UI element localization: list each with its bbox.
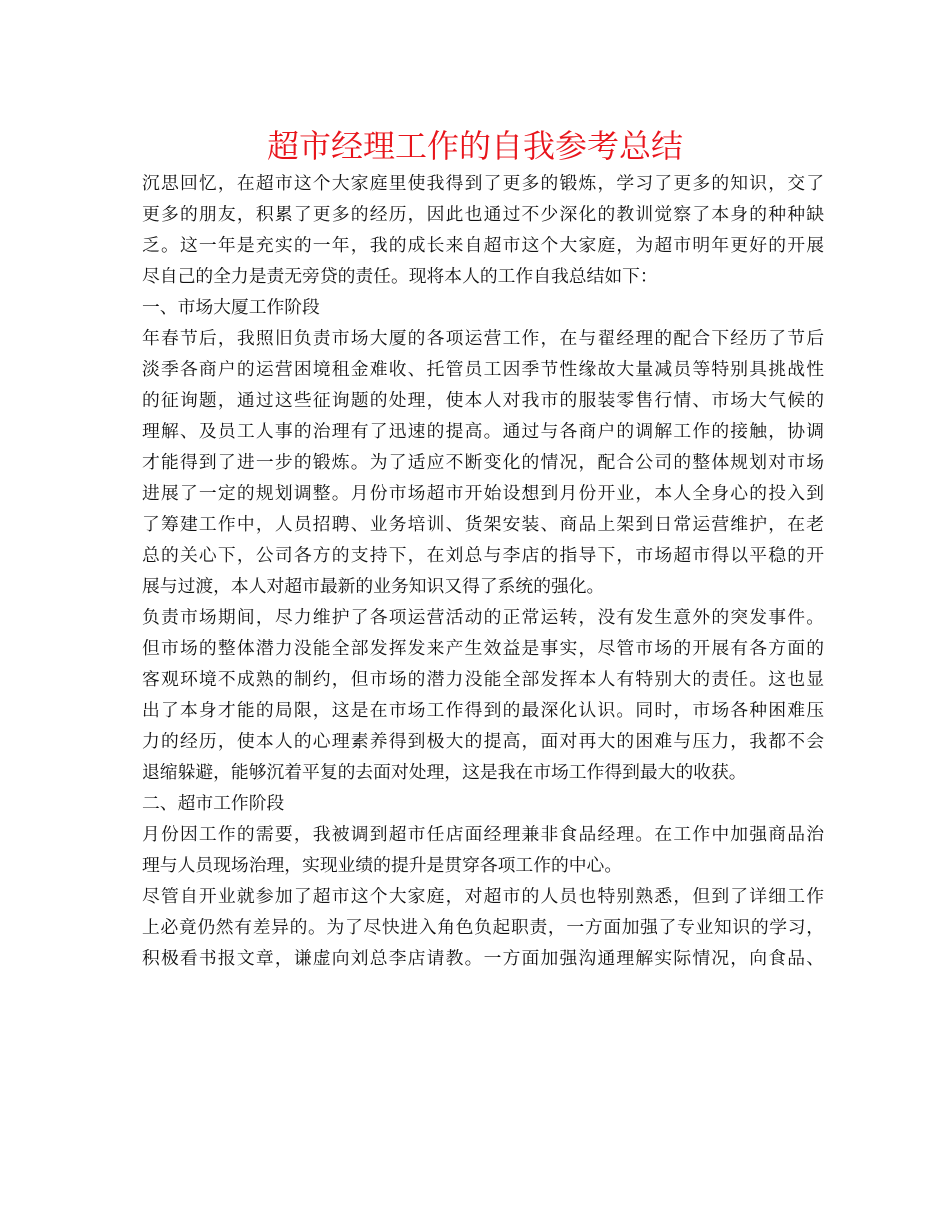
body-line: 一、市场大厦工作阶段 [142,297,320,318]
body-line: 进展了一定的规划调整。月份市场超市开始设想到月份开业，本人全身心的投入到 [142,483,824,504]
document-title: 超市经理工作的自我参考总结 [266,127,683,165]
body-line: 乏。这一年是充实的一年，我的成长来自超市这个大家庭，为超市明年更好的开展 [142,235,824,256]
body-line: 退缩躲避，能够沉着平复的去面对处理，这是我在市场工作得到最大的收获。 [142,762,747,783]
document-body [142,168,824,974]
body-line: 出了本身才能的局限，这是在市场工作得到的最深化认识。同时，市场各种困难压 [142,700,824,721]
body-line: 负责市场期间，尽力维护了各项运营活动的正常运转，没有发生意外的突发事件。 [142,607,824,628]
body-line: 沉思回忆，在超市这个大家庭里使我得到了更多的锻炼，学习了更多的知识，交了 [142,173,824,194]
body-line: 更多的朋友，积累了更多的经历，因此也通过不少深化的教训觉察了本身的种种缺 [142,204,824,225]
body-line: 淡季各商户的运营困境租金难收、托管员工因季节性缘故大量减员等特别具挑战性 [142,359,824,380]
body-line: 了筹建工作中，人员招聘、业务培训、货架安装、商品上架到日常运营维护，在老 [142,514,824,535]
body-line: 尽自己的全力是责无旁贷的责任。现将本人的工作自我总结如下： [142,266,658,287]
body-line: 上必竟仍然有差异的。为了尽快进入角色负起职责，一方面加强了专业知识的学习， [142,917,824,938]
body-line: 客观环境不成熟的制约，但市场的潜力没能全部发挥本人有特别大的责任。这也显 [142,669,824,690]
body-line: 月份因工作的需要，我被调到超市任店面经理兼非食品经理。在工作中加强商品治 [142,824,824,845]
body-line: 的征询题，通过这些征询题的处理，使本人对我市的服装零售行情、市场大气候的 [142,390,824,411]
body-line: 积极看书报文章，谦虚向刘总李店请教。一方面加强沟通理解实际情况，向食品、 [142,948,824,969]
body-line: 展与过渡，本人对超市最新的业务知识又得了系统的强化。 [142,576,605,597]
body-line: 理解、及员工人事的治理有了迅速的提高。通过与各商户的调解工作的接触，协调 [142,421,824,442]
body-line: 年春节后，我照旧负责市场大厦的各项运营工作，在与翟经理的配合下经历了节后 [142,328,824,349]
body-line: 总的关心下，公司各方的支持下，在刘总与李店的指导下，市场超市得以平稳的开 [142,545,824,566]
body-line: 才能得到了进一步的锻炼。为了适应不断变化的情况，配合公司的整体规划对市场 [142,452,824,473]
body-line: 二、超市工作阶段 [142,793,285,814]
body-line: 理与人员现场治理，实现业绩的提升是贯穿各项工作的中心。 [142,855,623,876]
body-line: 但市场的整体潜力没能全部发挥发来产生效益是事实，尽管市场的开展有各方面的 [142,638,824,659]
body-line: 尽管自开业就参加了超市这个大家庭，对超市的人员也特别熟悉，但到了详细工作 [142,886,824,907]
body-line: 力的经历，使本人的心理素养得到极大的提高，面对再大的困难与压力，我都不会 [142,731,824,752]
